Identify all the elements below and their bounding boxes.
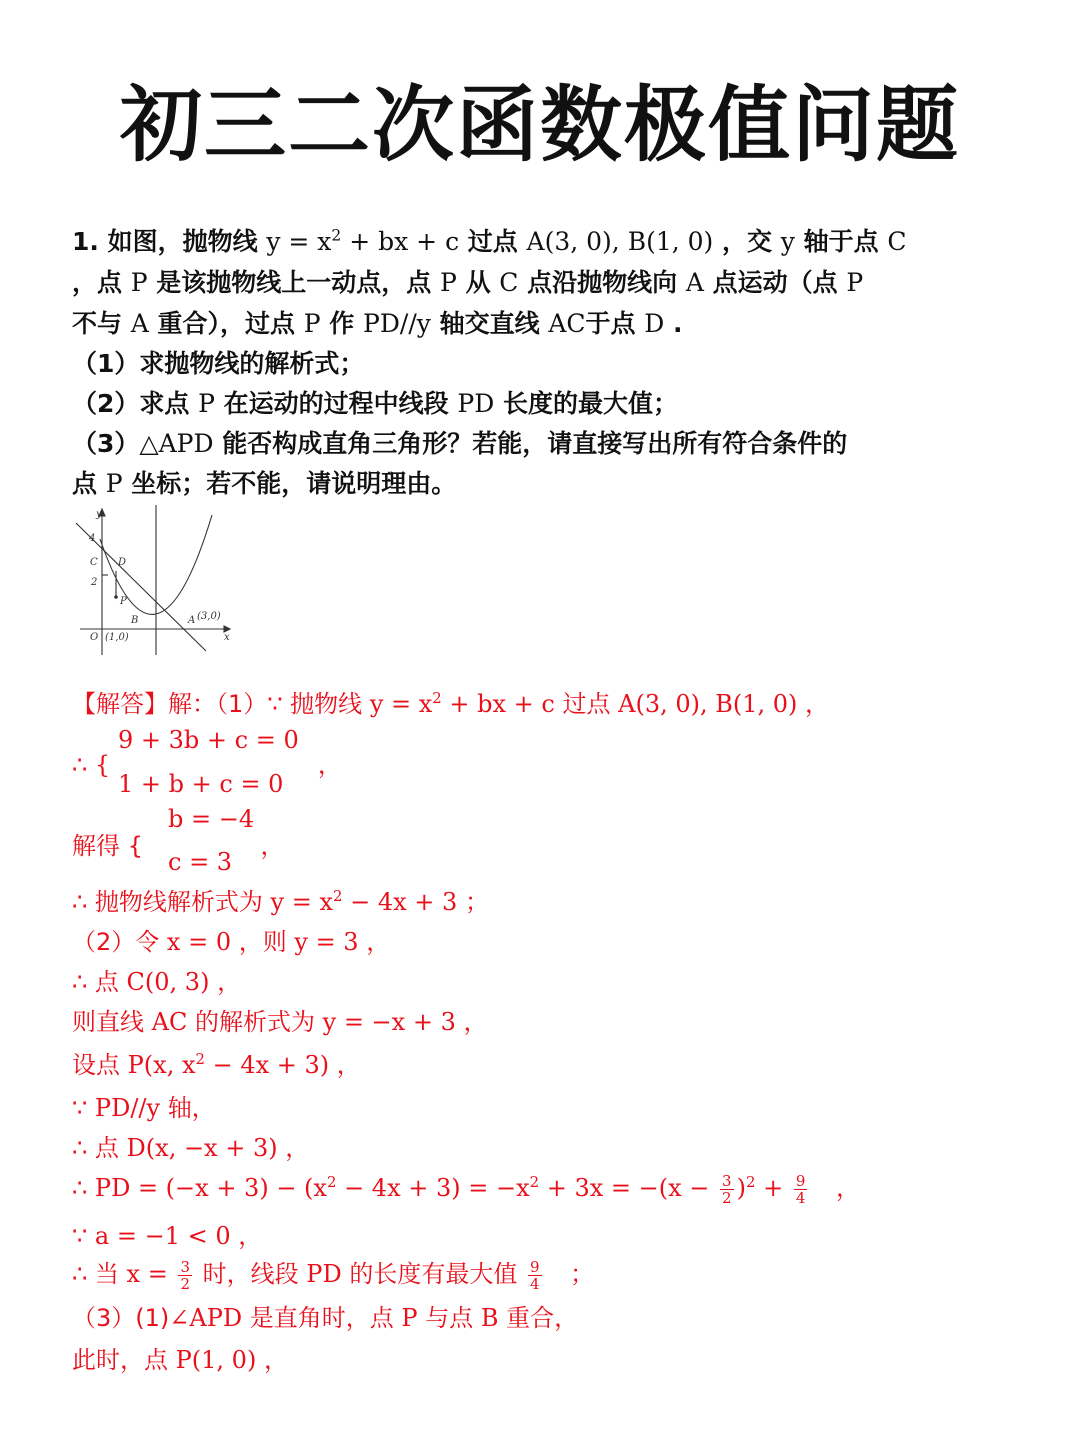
question-line-1	[72, 222, 1012, 258]
equation-part: + bx + c	[449, 690, 555, 718]
denominator: 4	[795, 1189, 806, 1207]
system-1-row-2: 1 + b + c = 0	[118, 770, 284, 798]
answer-text: 重合，	[506, 1304, 579, 1332]
equation-part: PD//y	[94, 1094, 161, 1122]
answer-text: 解得 {	[72, 832, 143, 860]
var: P	[105, 469, 123, 498]
answer-line-7	[72, 1088, 216, 1123]
question-part-3-cont	[72, 464, 1012, 500]
equation-part: − 4x + 3	[350, 888, 458, 916]
page-title: 初三二次函数极值问题	[119, 78, 960, 173]
answer-text: ∴ 点	[72, 1134, 119, 1162]
question-part-3	[72, 424, 1012, 460]
equation-part: y = −x + 3	[322, 1008, 456, 1036]
var: PD	[457, 389, 495, 418]
answer-text: 则直线	[72, 1008, 144, 1036]
var: D	[644, 309, 665, 338]
points: A(3, 0), B(1, 0)	[526, 227, 714, 256]
var: C	[499, 268, 519, 297]
answer-text: ，	[285, 1134, 310, 1162]
equation-part: PD	[306, 1260, 342, 1288]
var: AC	[548, 309, 586, 338]
var: A	[130, 309, 149, 338]
answer-text: ，	[263, 1346, 288, 1374]
answer-text: 与点	[425, 1304, 474, 1332]
answer-text: ，	[366, 928, 391, 956]
question-text: （2）求点	[72, 389, 190, 418]
label-a: A	[188, 615, 196, 626]
answer-text: 时，线段	[202, 1260, 299, 1288]
var: P	[846, 268, 864, 297]
var: △APD	[139, 429, 214, 458]
equation	[266, 227, 459, 256]
answer-text: ，	[805, 690, 830, 718]
answer-line-5	[72, 1002, 487, 1037]
answer-text: ，	[317, 751, 342, 779]
answer-line-1	[72, 684, 829, 719]
fraction-3-2	[178, 1259, 192, 1292]
answer-line-4	[72, 962, 241, 997]
answer-text: ∴ 抛物线解析式为	[72, 888, 263, 916]
question-text: 点运动（点	[712, 268, 838, 297]
answer-text: 【解答】解：（1）∵ 抛物线	[72, 690, 363, 718]
answer-text: 过点	[562, 690, 611, 718]
answer-text: ，	[217, 968, 242, 996]
equation-part: +	[763, 1174, 784, 1202]
question-part-1: （1）求抛物线的解析式；	[72, 349, 365, 378]
denominator: 2	[722, 1189, 732, 1207]
equation-part: P(1, 0)	[175, 1346, 257, 1374]
answer-text: ，	[238, 1222, 263, 1250]
fraction-9-4	[794, 1173, 808, 1206]
system-1-row-1: 9 + 3b + c = 0	[118, 726, 299, 754]
equation-part: y = 3	[294, 928, 359, 956]
answer-text: ∴ 当	[72, 1260, 119, 1288]
question-text: （3）	[72, 429, 140, 458]
answer-text: ∵	[72, 1222, 88, 1250]
equation-part: AC	[151, 1008, 188, 1036]
equation-part: P(x, x	[127, 1051, 196, 1079]
equation-part: y = x	[369, 690, 433, 718]
answer-text: ∵	[72, 1094, 88, 1122]
question-text: 是该抛物线上一动点，点	[156, 268, 432, 297]
equation-part: y = x	[270, 888, 334, 916]
fraction-9-4	[528, 1259, 542, 1292]
equation-part: x =	[126, 1260, 168, 1288]
numerator: 3	[180, 1258, 191, 1276]
var: PD//y	[363, 309, 431, 338]
answer-text: 是直角时，点	[249, 1304, 394, 1332]
answer-text: ∴	[72, 1174, 88, 1202]
question-part-2	[72, 384, 1012, 420]
equation-part: y = x	[266, 227, 332, 256]
answer-text: ，	[463, 1008, 488, 1036]
label-b-coord: (1,0)	[105, 632, 129, 643]
answer-text: 轴，	[167, 1094, 216, 1122]
question-text: 从	[465, 268, 491, 297]
answer-text: ；	[464, 888, 489, 916]
answer-text: 此时，点	[72, 1346, 168, 1374]
answer-line-11	[72, 1254, 594, 1292]
fraction-3-2	[720, 1173, 734, 1206]
question-text: ，点	[72, 268, 123, 297]
var: P	[130, 268, 148, 297]
question-text: 轴于点	[803, 227, 879, 256]
question-text: 点沿抛物线向	[527, 268, 678, 297]
equation-part: )	[736, 1174, 746, 1202]
var: P	[440, 268, 457, 297]
var: P	[198, 389, 215, 418]
equation-part: PD = (−x + 3) − (x	[94, 1174, 327, 1202]
var: C	[887, 227, 907, 256]
answer-line-9	[72, 1168, 860, 1206]
question-text: 重合），过点	[157, 309, 296, 338]
answer-text: 设点	[72, 1051, 120, 1079]
answer-text: （2）令	[72, 928, 160, 956]
answer-line-13	[72, 1340, 288, 1375]
answer-text: ∴ {	[72, 751, 111, 779]
answer-text: 的解析式为	[194, 1008, 315, 1036]
equation-part: C(0, 3)	[126, 968, 210, 996]
answer-line-8	[72, 1128, 309, 1163]
answer-text: ，则	[238, 928, 287, 956]
question-text: 在运动的过程中线段	[223, 389, 449, 418]
question-line-3	[72, 304, 1012, 340]
exponent: 2	[195, 1050, 205, 1068]
answer-text: ∴ 点	[72, 968, 119, 996]
exponent: 2	[333, 887, 343, 905]
answer-text: 的长度有最大值	[349, 1260, 518, 1288]
question-text: .	[673, 309, 683, 338]
answer-line-6	[72, 1045, 361, 1080]
equation-part: P	[401, 1304, 418, 1332]
numerator: 9	[795, 1172, 806, 1190]
answer-text: ，	[336, 1051, 361, 1079]
question-text: 坐标；若不能，请说明理由。	[131, 469, 457, 498]
exponent: 2	[432, 689, 442, 707]
question-text: 轴交直线	[439, 309, 540, 338]
point-p-dot	[114, 595, 118, 599]
var: y	[780, 227, 795, 256]
numerator: 9	[529, 1258, 540, 1276]
equation-part: x = 0	[166, 928, 232, 956]
label-b: B	[131, 615, 139, 626]
label-d: D	[118, 557, 127, 568]
exponent: 2	[326, 1173, 337, 1191]
answer-line-10	[72, 1216, 262, 1251]
equation-part: D(x, −x + 3)	[126, 1134, 278, 1162]
var: A	[685, 268, 704, 297]
equation-part: + bx + c	[349, 227, 460, 256]
question-text: 1. 如图，抛物线	[72, 227, 258, 256]
answer-text: ；	[570, 1260, 595, 1288]
numerator: 3	[722, 1172, 732, 1190]
equation-part: + 3x = −(x −	[546, 1174, 710, 1202]
points: A(3, 0), B(1, 0)	[618, 690, 798, 718]
question-text: ，交	[722, 227, 773, 256]
answer-line-2	[72, 882, 489, 917]
label-a-coord: (3,0)	[197, 611, 221, 622]
system-2-row-1: b = −4	[168, 805, 255, 833]
question-text: 能否构成直角三角形？若能，请直接写出所有符合条件的	[222, 429, 848, 458]
question-text: 长度的最大值；	[503, 389, 679, 418]
answer-text: ，	[836, 1174, 860, 1202]
equation-part: − 4x + 3) = −x	[344, 1174, 530, 1202]
question-text: 过点	[467, 227, 518, 256]
answer-text: ，	[260, 832, 285, 860]
denominator: 2	[180, 1275, 191, 1293]
label-y: y	[96, 509, 102, 520]
exponent: 2	[529, 1173, 540, 1191]
label-o: O	[90, 632, 99, 643]
label-4: 4	[89, 533, 96, 544]
label-x: x	[224, 632, 230, 643]
parabola-figure	[74, 503, 239, 658]
question-text: 作	[329, 309, 355, 338]
label-2: 2	[91, 577, 98, 588]
label-p: P	[120, 596, 127, 607]
exponent: 2	[745, 1173, 756, 1191]
var: P	[303, 309, 321, 338]
question-text: 不与	[72, 309, 123, 338]
system-2-row-2: c = 3	[168, 848, 233, 876]
equation-part: − 4x + 3)	[212, 1051, 330, 1079]
answer-line-12	[72, 1298, 578, 1333]
denominator: 4	[529, 1275, 540, 1293]
question-text: 于点	[585, 309, 636, 338]
question-line-2	[72, 263, 1012, 299]
exponent: 2	[331, 226, 342, 245]
equation-part: ∠APD	[169, 1304, 243, 1332]
question-text: 点	[72, 469, 98, 498]
equation-part: a = −1 < 0	[94, 1222, 231, 1250]
answer-line-3	[72, 922, 390, 957]
equation-part: B	[480, 1304, 499, 1332]
label-c: C	[90, 557, 98, 568]
answer-text: （3）(1)	[72, 1304, 170, 1332]
